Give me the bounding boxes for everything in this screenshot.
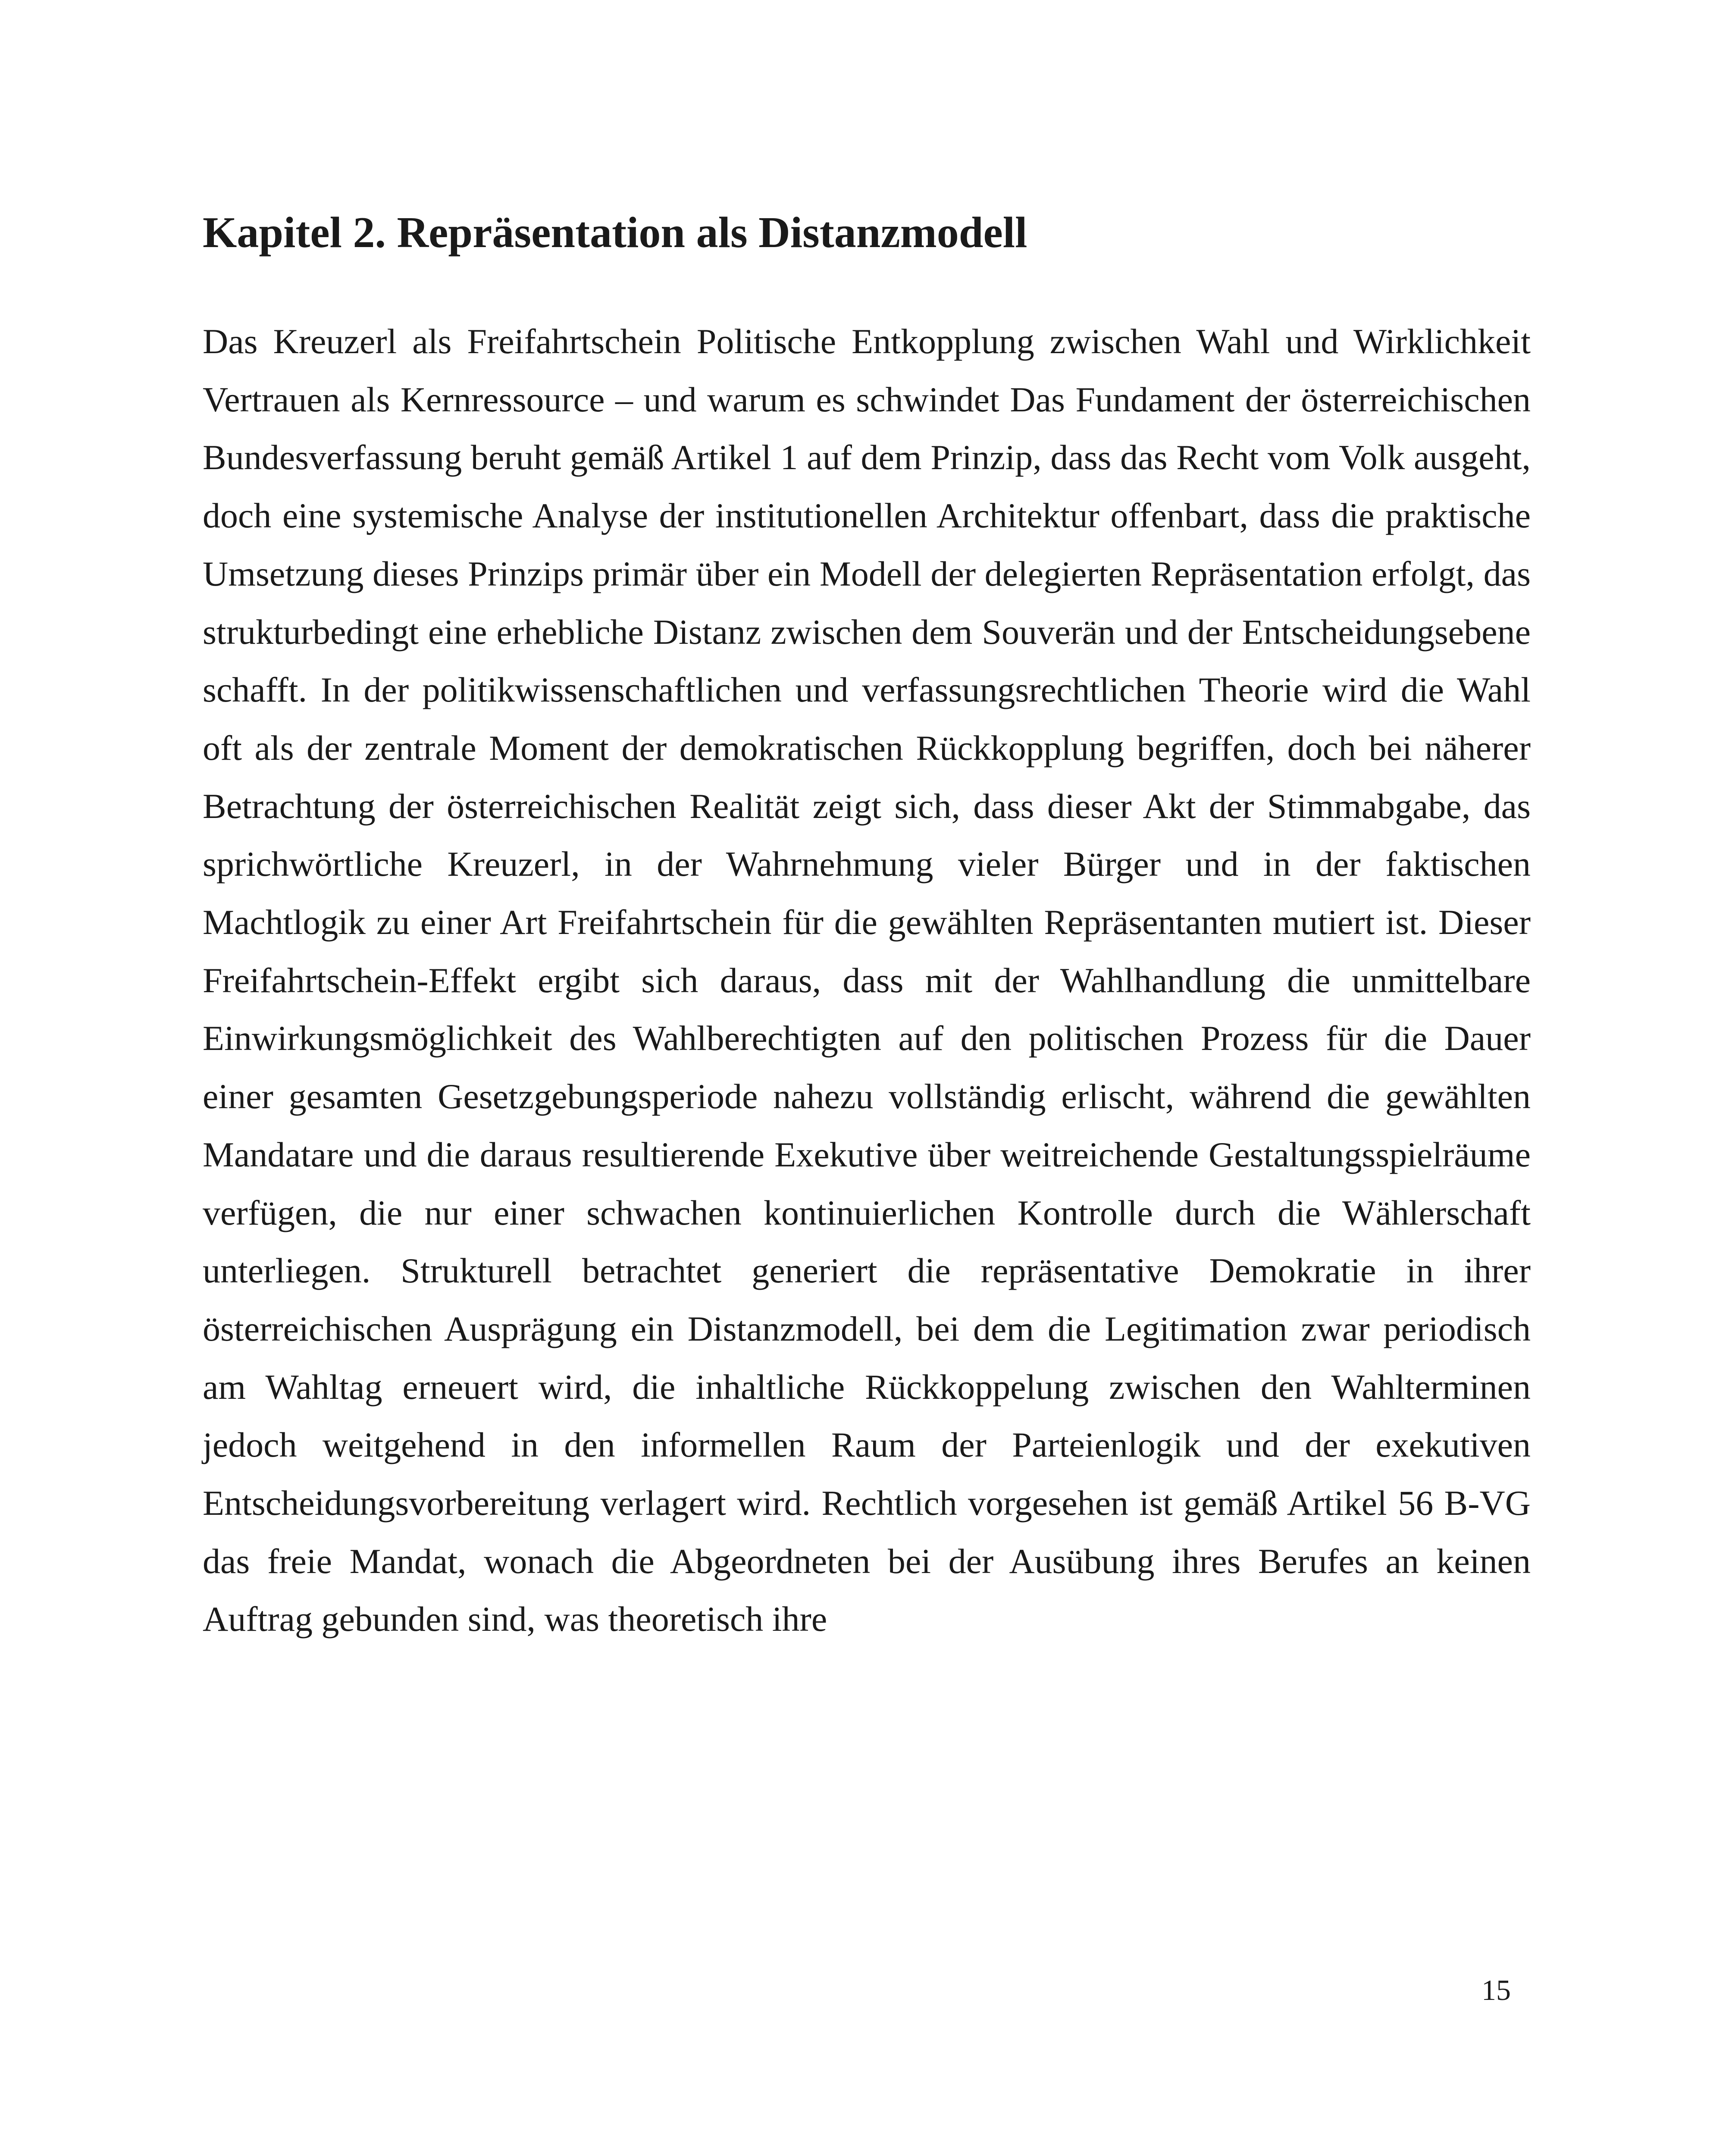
page-number: 15: [1481, 1974, 1511, 2006]
body-paragraph: Das Kreuzerl als Freifahrtschein Politische Entkopplung zwischen Wahl und Wirklichkeit Vertrauen als Kernressource – und warum es schwindet Das Fundament der österreichischen Bundesverfassung beruht gemäß Artikel 1 auf dem Prinzip, dass das Recht vom Volk ausgeht, doch eine systemische Analyse der institutionellen Architektur offenbart, dass die praktische Umsetzung dieses Prinzips primär über ein Modell der delegierten Repräsentation erfolgt, das strukturbedingt eine erhebliche Distanz zwischen dem Souverän und der Entscheidungsebene schafft. In der politikwissenschaftlichen und verfassungsrechtlichen Theorie wird die Wahl oft als der zentrale Moment der demokratischen Rückkopplung begriffen, doch bei näherer Betrachtung der österreichischen Realität zeigt sich, dass dieser Akt der Stimmabgabe, das sprichwörtliche Kreuzerl, in der Wahrnehmung vieler Bürger und in der faktischen Machtlogik zu einer Art Freifahrtschein für die gewählten Repräsentanten mutiert ist. Dieser Freifahrtschein-Effekt ergibt sich daraus, dass mit der Wahlhandlung die unmittelbare Einwirkungsmöglichkeit des Wahlberechtigten auf den politischen Prozess für die Dauer einer gesamten Gesetzgebungsperiode nahezu vollständig erlischt, während die gewählten Mandatare und die daraus resultierende Exekutive über weitreichende Gestaltungsspielräume verfügen, die nur einer schwachen kontinuierlichen Kontrolle durch die Wählerschaft unterliegen. Strukturell betrachtet generiert die repräsentative Demokratie in ihrer österreichischen Ausprägung ein Distanzmodell, bei dem die Legitimation zwar periodisch am Wahltag erneuert wird, die inhaltliche Rückkoppelung zwischen den Wahlterminen jedoch weitgehend in den informellen Raum der Parteienlogik und der exekutiven Entscheidungsvorbereitung verlagert wird. Rechtlich vorgesehen ist gemäß Artikel 56 B-VG das freie Mandat, wonach die Abgeordneten bei der Ausübung ihres Berufes an keinen Auftrag gebunden sind, was theoretisch ihre: [203, 322, 1531, 1639]
chapter-heading: Kapitel 2. Repräsentation als Distanzmodell: [203, 208, 1027, 257]
